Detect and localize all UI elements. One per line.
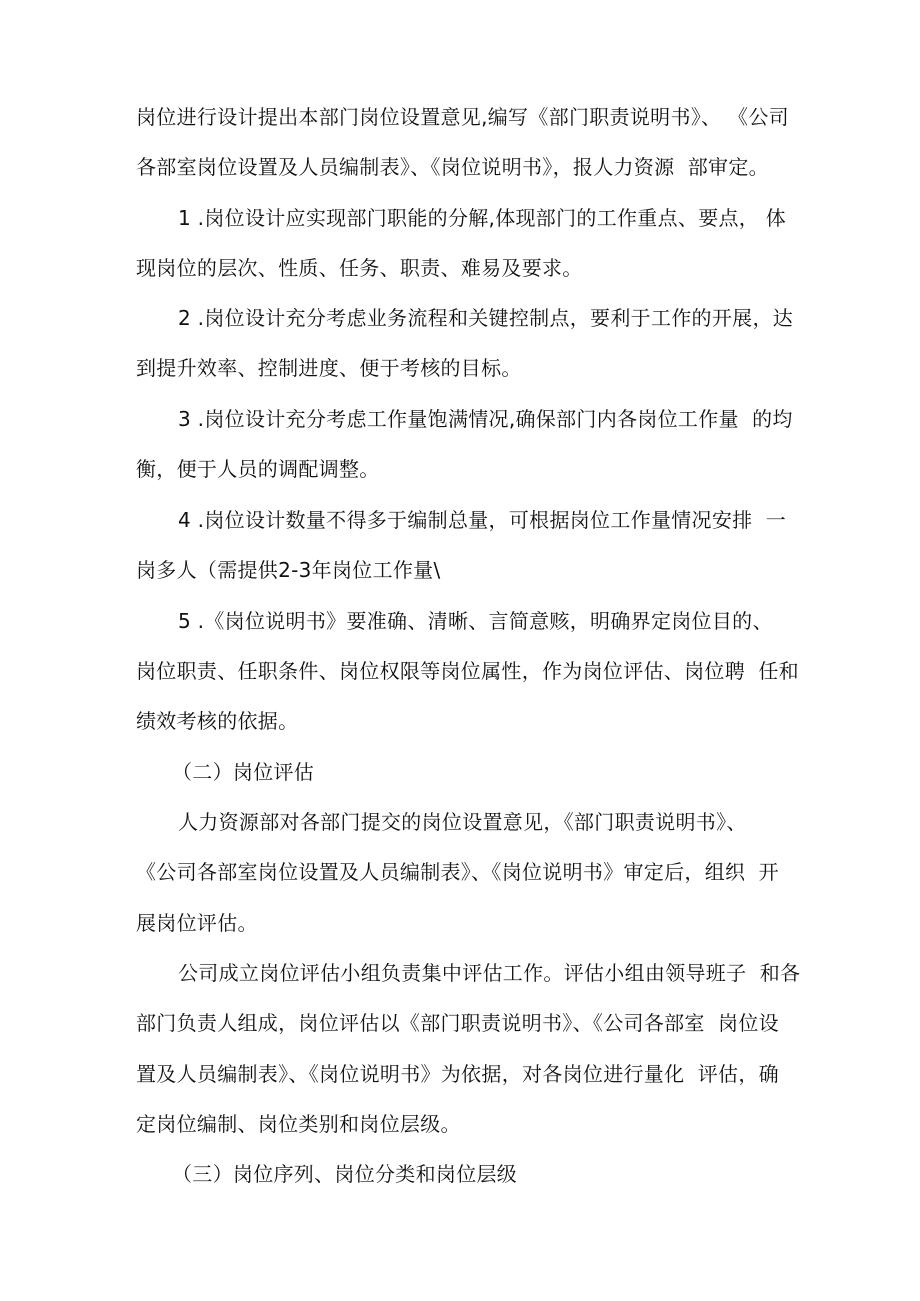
section-heading: （三）岗位序列、岗位分类和岗位层级 <box>172 1162 518 1186</box>
text-line: 岗位进行设计提出本部门岗位设置意见,编写《部门职责说明书》、 《公司 <box>136 105 789 129</box>
text-line: 置及人员编制表》、《岗位说明书》为依据，对各岗位进行量化 评估，确 <box>136 1062 779 1086</box>
text-line: 衡，便于人员的调配调整。 <box>136 457 380 481</box>
text-line: 4 .岗位设计数量不得多于编制总量，可根据岗位工作量情况安排 一 <box>178 508 787 532</box>
text-line: 到提升效率、控制进度、便于考核的目标。 <box>136 356 522 380</box>
text-line: 各部室岗位设置及人员编制表》、《岗位说明书》，报人力资源 部审定。 <box>136 155 769 179</box>
text-line: 人力资源部对各部门提交的岗位设置意见，《部门职责说明书》、 <box>178 810 747 834</box>
text-line: 《公司各部室岗位设置及人员编制表》、《岗位说明书》审定后，组织 开 <box>136 860 779 884</box>
text-line: 5 .《岗位说明书》要准确、清晰、言简意赅，明确界定岗位目的、 <box>178 609 773 633</box>
text-line: 公司成立岗位评估小组负责集中评估工作。评估小组由领导班子 和各 <box>178 961 801 985</box>
text-line: 岗位职责、任职条件、岗位权限等岗位属性，作为岗位评估、岗位聘 任和 <box>136 659 799 683</box>
text-line: 部门负责人组成，岗位评估以《部门职责说明书》、《公司各部室 岗位设 <box>136 1011 779 1035</box>
text-line: 展岗位评估。 <box>136 911 258 935</box>
text-line: 3 .岗位设计充分考虑工作量饱满情况,确保部门内各岗位工作量 的均 <box>178 407 793 431</box>
text-line: 2 .岗位设计充分考虑业务流程和关键控制点，要利于工作的开展，达 <box>178 306 794 330</box>
text-line: 定岗位编制、岗位类别和岗位层级。 <box>136 1112 461 1136</box>
text-line: 岗多人（需提供2-3年岗位工作量\ <box>136 558 441 582</box>
text-line: 绩效考核的依据。 <box>136 709 299 733</box>
text-line: 现岗位的层次、性质、任务、职责、难易及要求。 <box>136 256 583 280</box>
section-heading: （二）岗位评估 <box>172 760 315 784</box>
text-line: 1 .岗位设计应实现部门职能的分解,体现部门的工作重点、要点， 体 <box>178 206 787 230</box>
